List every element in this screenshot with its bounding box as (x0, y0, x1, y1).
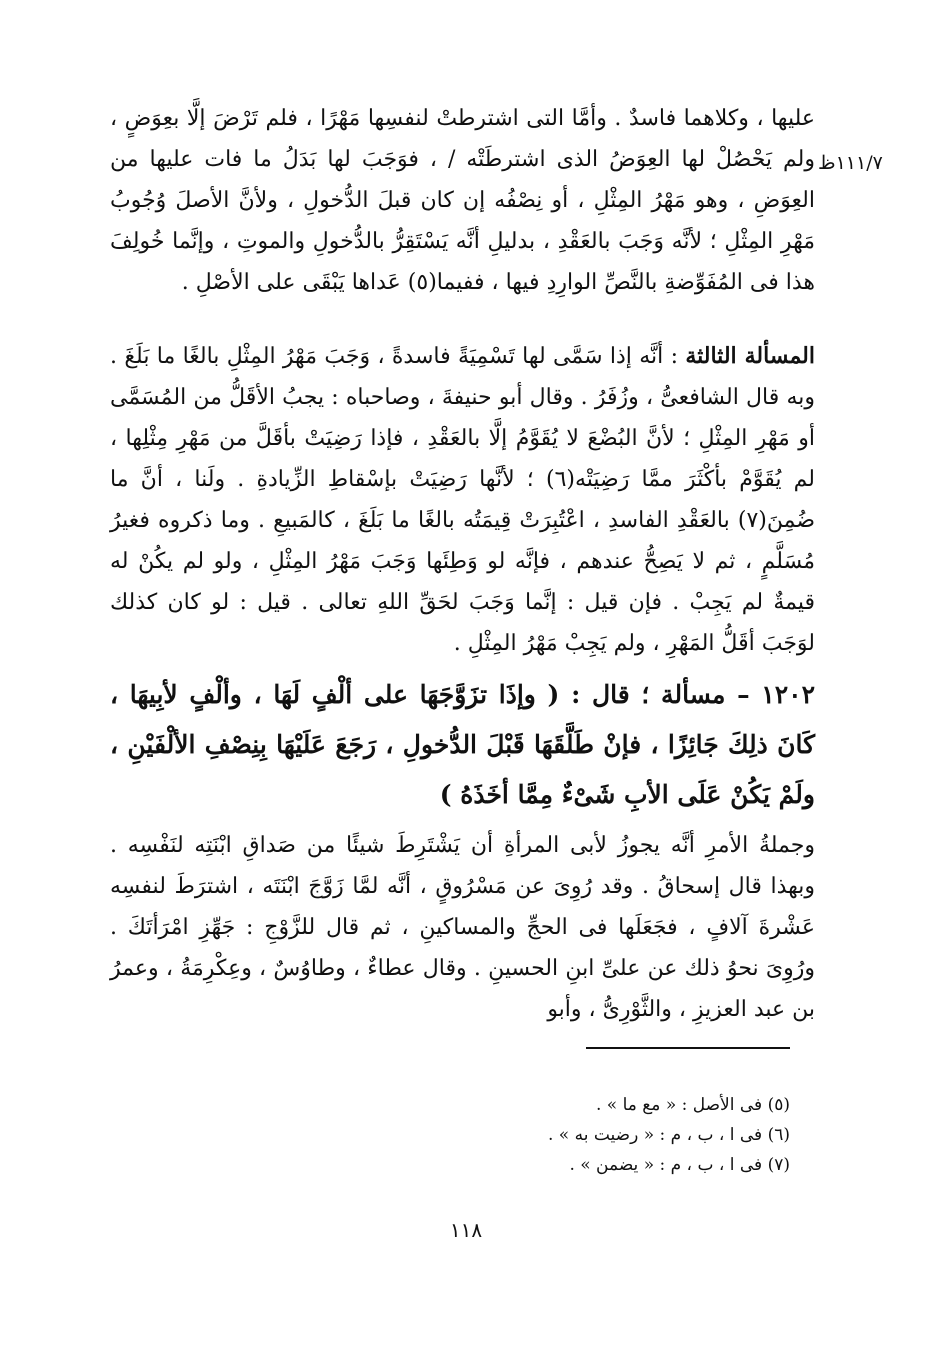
paragraph-2 (110, 336, 815, 664)
margin-page-reference: ١١١/٧ظ (818, 152, 883, 174)
paragraph-4: وجملةُ الأمرِ أنَّه يجوزُ لأبى المرأةِ أن يَشْتَرِطَ شيئًا من صَداقِ ابْنَتِه لنَفْسِه . وبهذا قال إسحاقُ . وقد رُوِىَ عن مَسْرُوقٍ ، أنَّه لمَّا زَوَّجَ ابْنَتَه ، اشترَطَ لنفسِه عَشْرةَ آلافٍ ، فجَعَلَها فى الحجِّ والمساكينِ ، ثم قال للزَّوْجِ : جَهِّزِ امْرَأتَكَ . ورُوِىَ نحوُ ذلك عن علىِّ ابنِ الحسينِ . وقال عطاءٌ ، وطاوُسٌ ، وعِكْرِمَةُ ، وعمرُ بن عبد العزيزِ ، والثَّوْرِىُّ ، وأبو (110, 833, 815, 1022)
footnote-5: (٥) فى الأصل : « مع ما » . (595, 1095, 790, 1115)
page-number: ١١٨ (449, 1218, 483, 1242)
masala-statement: ١٢٠٢ – مسألة ؛ قال : ( وإذَا تزَوَّجَهَا على ألْفٍ لَهَا ، وألْفٍ لأبِيهَا ، كَانَ ذلِكَ جَائِزًا ، فإنْ طَلَّقَهَا قَبْلَ الدُّخولِ ، رَجَعَ عَلَيْهَا بِنِصْفِ الألْفَيْنِ ، ولَمْ يَكُنْ عَلَى الأبِ شَىْءٌ مِمَّا أخَذَهُ ) (110, 680, 815, 809)
paragraph-2-body: : أنَّه إذا سَمَّى لها تَسْمِيَةً فاسدةً ، وَجَبَ مَهْرُ المِثْلِ بالغًا ما بَلَغَ . وبه قال الشافعىُّ ، وزُفَرُ . وقال أبو حنيفةَ ، وصاحباه : يجبُ الأقَلُّ من المُسَمَّى أو مَهْرِ المِثْلِ ؛ لأنَّ البُضْعَ لا يُقَوَّمُ إلَّا بالعَقْدِ ، فإذا رَضِيَتْ بأقَلَّ من مَهْرِ مِثْلِها ، لم يُقَوَّمْ بأكْثَرَ ممَّا رَضِيَتْه(٦) ؛ لأنَّها رَضِيَتْ بإسْقاطِ الزِّيادةِ . ولَنا ، أنَّ ما ضُمِنَ(٧) بالعَقْدِ الفاسدِ ، اعْتُبِرَتْ قِيمَتُه بالغًا ما بَلَغَ ، كالمَبيعِ . وما ذكروه فغيرُ مُسَلَّمٍ ، ثم لا يَصِحُّ عندهم ، فإنَّه لو وَطِئَها وَجَبَ مَهْرُ المِثْلِ ، ولو لم يكُنْ له قيمةٌ لم يَجِبْ . فإن قيل : إنَّما وَجَبَ لحَقِّ اللهِ تعالى . قيل : لو كان كذلك لوَجَبَ أقَلُّ المَهْرِ ، ولم يَجِبْ مَهْرُ المِثْلِ . (110, 344, 815, 656)
paragraph-1: عليها ، وكلاهما فاسدٌ . وأمَّا التى اشترطتْ لنفسِها مَهْرًا ، فلم تَرْضَ إلَّا بعِوَضٍ ، ولم يَحْصُلْ لها العِوَضُ الذى اشترطَتْه / ، فوَجَبَ لها بَدَلُ ما فات عليها من العِوَضِ ، وهو مَهْرُ المِثْلِ ، أو نِصْفُه إن كان قبلَ الدُّخولِ ، ولأنَّ الأصلَ وُجُوبُ مَهْرِ المِثْلِ ؛ لأنَّه وَجَبَ بالعَقْدِ ، بدليلِ أنَّه يَسْتَقِرُّ بالدُّخولِ والموتِ ، وإنَّما خُولِفَ هذا فى المُفَوِّضةِ بالنَّصِّ الوارِدِ فيها ، ففيما(٥) عَداها يَبْقَى على الأصْلِ . (110, 106, 815, 295)
footnotes (400, 1090, 790, 1180)
footnote-separator (586, 1047, 790, 1049)
footnote-6: (٦) فى ا ، ب ، م : « رضيت به » . (547, 1125, 790, 1145)
section-heading: المسألة الثالثة (685, 343, 815, 369)
footnote-7: (٧) فى ا ، ب ، م : « يضمن » . (569, 1155, 790, 1175)
